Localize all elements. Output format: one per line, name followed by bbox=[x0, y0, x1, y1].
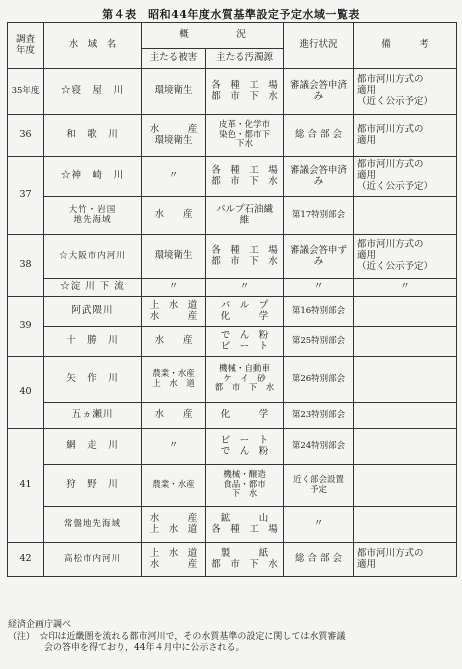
cell-status: 第24特別部会 bbox=[284, 429, 354, 465]
cell-status: 〃 bbox=[284, 279, 354, 297]
cell-remarks: 〃 bbox=[354, 279, 457, 297]
cell-remarks bbox=[354, 327, 457, 357]
cell-year: 42 bbox=[8, 543, 44, 577]
table-row bbox=[8, 465, 457, 507]
cell-damage: 水 産 bbox=[142, 403, 206, 429]
cell-area: 網 走 川 bbox=[44, 429, 142, 465]
cell-area: 十 勝 川 bbox=[44, 327, 142, 357]
cell-source: 皮革・化学市 染色・都市下 下水 bbox=[206, 115, 284, 157]
cell-damage: 水 産 bbox=[142, 327, 206, 357]
table-row bbox=[8, 543, 457, 577]
cell-damage: 水 産 bbox=[142, 197, 206, 235]
cell-remarks bbox=[354, 197, 457, 235]
header-damage: 主たる被害 bbox=[142, 49, 206, 69]
cell-status: 第26特別部会 bbox=[284, 357, 354, 403]
cell-source: 各 種 工 場 都 市 下 水 bbox=[206, 157, 284, 197]
cell-area: 常盤地先海域 bbox=[44, 507, 142, 543]
cell-source: パルプ石油繊 維 bbox=[206, 197, 284, 235]
cell-remarks: 都市河川方式の 適用 （近く公示予定） bbox=[354, 235, 457, 279]
cell-area: ☆神 崎 川 bbox=[44, 157, 142, 197]
table-row bbox=[8, 69, 457, 115]
table-title: 第４表 昭和44年度水質基準設定予定水域一覧表 bbox=[102, 8, 360, 21]
table-row bbox=[8, 507, 457, 543]
cell-status: 総 合 部 会 bbox=[284, 115, 354, 157]
cell-remarks bbox=[354, 507, 457, 543]
cell-damage: 環境衛生 bbox=[142, 69, 206, 115]
table-row bbox=[8, 157, 457, 197]
table-row bbox=[8, 115, 457, 157]
cell-source: 各 種 工 場 都 市 下 水 bbox=[206, 235, 284, 279]
table-row bbox=[8, 279, 457, 297]
footnote: （注） ☆印は近畿圏を流れる都市河川で，その水質基準の設定に関しては水質審議 会の答申を得ており，44年４月中に公示される。 bbox=[8, 631, 346, 654]
cell-remarks bbox=[354, 429, 457, 465]
cell-remarks bbox=[354, 465, 457, 507]
cell-status: 第23特別部会 bbox=[284, 403, 354, 429]
cell-status: 審議会答申済 み bbox=[284, 69, 354, 115]
cell-area: 大竹・岩国 地先海域 bbox=[44, 197, 142, 235]
cell-source: ビ ー ト で ん 粉 bbox=[206, 429, 284, 465]
table-row bbox=[8, 403, 457, 429]
cell-status: 第25特別部会 bbox=[284, 327, 354, 357]
cell-damage: 水 産 環境衛生 bbox=[142, 115, 206, 157]
cell-status: 審議会答申済 み bbox=[284, 157, 354, 197]
header-status: 進行状況 bbox=[284, 23, 354, 69]
cell-source: で ん 粉 ビ ー ト bbox=[206, 327, 284, 357]
header-overview: 概 況 bbox=[142, 23, 284, 49]
cell-damage: 農業・水産 bbox=[142, 465, 206, 507]
cell-remarks: 都市河川方式の 適用 （近く公示予定） bbox=[354, 157, 457, 197]
cell-damage: 環境衛生 bbox=[142, 235, 206, 279]
table-row bbox=[8, 297, 457, 327]
table-notes bbox=[8, 620, 456, 655]
header-source: 主たる汚濁源 bbox=[206, 49, 284, 69]
cell-remarks bbox=[354, 297, 457, 327]
table-row bbox=[8, 235, 457, 279]
header-area: 水 域 名 bbox=[44, 23, 142, 69]
cell-status: 第17特別部会 bbox=[284, 197, 354, 235]
cell-source: 各 種 工 場 都 市 下 水 bbox=[206, 69, 284, 115]
cell-year: 41 bbox=[8, 429, 44, 543]
cell-source: 鉱 山 各 種 工 場 bbox=[206, 507, 284, 543]
cell-year: 37 bbox=[8, 157, 44, 235]
cell-area: ☆淀 川 下 流 bbox=[44, 279, 142, 297]
cell-year: 39 bbox=[8, 297, 44, 357]
cell-damage: 〃 bbox=[142, 429, 206, 465]
cell-area: 五ヵ瀬川 bbox=[44, 403, 142, 429]
cell-remarks bbox=[354, 357, 457, 403]
cell-area: 阿武隈川 bbox=[44, 297, 142, 327]
cell-damage: 〃 bbox=[142, 157, 206, 197]
cell-area: 高松市内河川 bbox=[44, 543, 142, 577]
cell-source: 機械・醸造 食品・都市 下 水 bbox=[206, 465, 284, 507]
cell-area: ☆大阪市内河川 bbox=[44, 235, 142, 279]
cell-year: 40 bbox=[8, 357, 44, 429]
cell-damage: 上 水 道 水 産 bbox=[142, 543, 206, 577]
cell-status: 〃 bbox=[284, 507, 354, 543]
cell-year: 38 bbox=[8, 235, 44, 297]
cell-area: 矢 作 川 bbox=[44, 357, 142, 403]
water-quality-table bbox=[7, 22, 457, 577]
cell-remarks bbox=[354, 403, 457, 429]
cell-remarks: 都市河川方式の 適用 （近く公示予定） bbox=[354, 69, 457, 115]
cell-status: 近く部会設置 予定 bbox=[284, 465, 354, 507]
cell-status: 第16特別部会 bbox=[284, 297, 354, 327]
table-row bbox=[8, 357, 457, 403]
table-row bbox=[8, 327, 457, 357]
cell-status: 審議会答申ず み bbox=[284, 235, 354, 279]
source-note: 経済企画庁調べ bbox=[8, 620, 72, 630]
cell-status: 総 合 部 会 bbox=[284, 543, 354, 577]
cell-damage: 〃 bbox=[142, 279, 206, 297]
cell-remarks: 都市河川方式の 適用 bbox=[354, 543, 457, 577]
cell-source: 〃 bbox=[206, 279, 284, 297]
header-year: 調査 年度 bbox=[8, 23, 44, 69]
cell-remarks: 都市河川方式の 適用 bbox=[354, 115, 457, 157]
table-row bbox=[8, 429, 457, 465]
cell-damage: 農業・水産 上 水 道 bbox=[142, 357, 206, 403]
cell-area: ☆寝 屋 川 bbox=[44, 69, 142, 115]
cell-source: 製 紙 都 市 下 水 bbox=[206, 543, 284, 577]
cell-area: 和 歌 川 bbox=[44, 115, 142, 157]
cell-source: 化 学 bbox=[206, 403, 284, 429]
cell-source: 機械・自動車 ケ イ 砂 都 市 下 水 bbox=[206, 357, 284, 403]
cell-damage: 上 水 道 水 産 bbox=[142, 297, 206, 327]
cell-year: 36 bbox=[8, 115, 44, 157]
cell-source: パ ル プ 化 学 bbox=[206, 297, 284, 327]
table-row bbox=[8, 197, 457, 235]
header-remarks: 備 考 bbox=[354, 23, 457, 69]
cell-damage: 水 産 上 水 道 bbox=[142, 507, 206, 543]
cell-area: 狩 野 川 bbox=[44, 465, 142, 507]
cell-year: 35年度 bbox=[8, 69, 44, 115]
